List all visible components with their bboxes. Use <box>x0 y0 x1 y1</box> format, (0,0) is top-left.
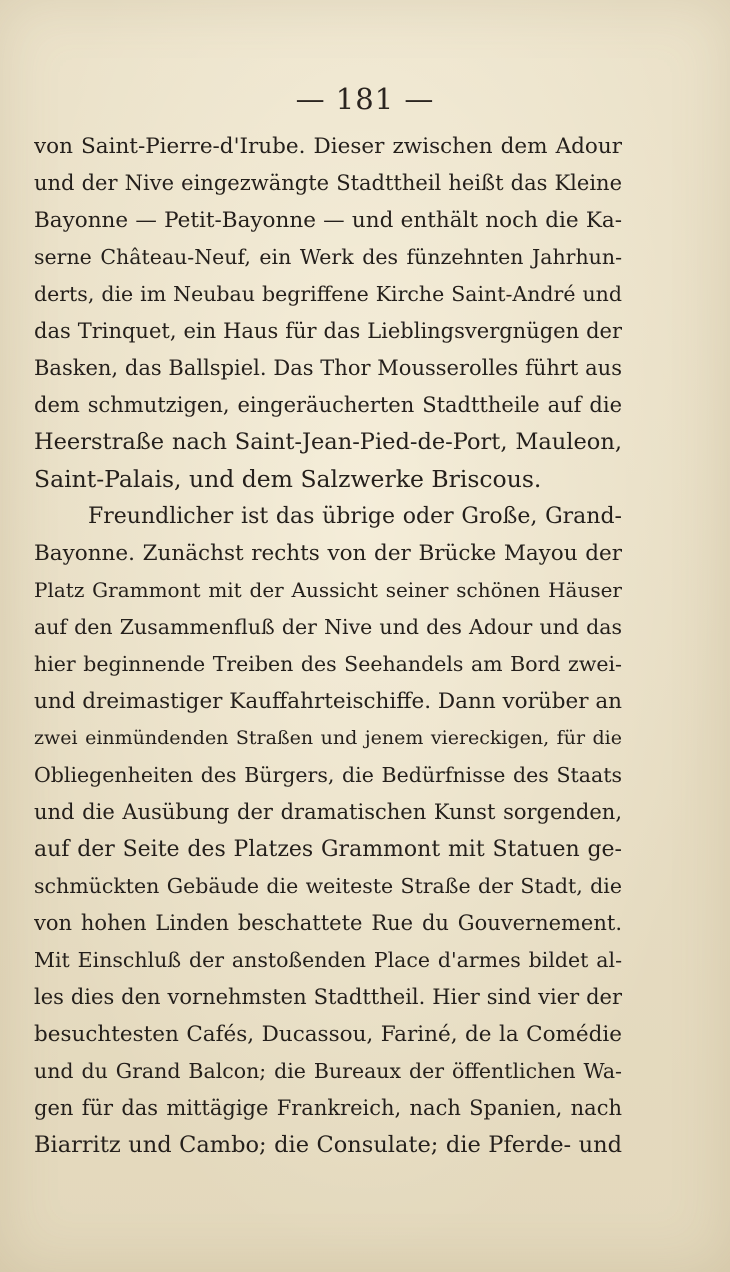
text-line: serne Château-Neuf, ein Werk des fünzehnten Jahrhun- <box>34 245 622 269</box>
page-number: — 181 — <box>295 82 435 116</box>
text-line: das Trinquet, ein Haus für das Lieblingsvergnügen der <box>34 319 622 343</box>
text-line: Bayonne — Petit-Bayonne — und enthält noch die Ka- <box>34 208 622 233</box>
text-line: Basken, das Ballspiel. Das Thor Mousserolles führt aus <box>34 356 622 380</box>
text-line: dem schmutzigen, eingeräucherten Stadttheile auf die <box>34 393 622 417</box>
text-line: Heerstraße nach Saint-Jean-Pied-de-Port, Mauleon, <box>34 429 622 455</box>
text-line: Bayonne. Zunächst rechts von der Brücke Mayou der <box>34 541 622 566</box>
text-line: les dies den vornehmsten Stadttheil. Hier sind vier der <box>34 985 622 1009</box>
text-line: und die Ausübung der dramatischen Kunst sorgenden, <box>34 800 622 824</box>
paragraph-start-line: Freundlicher ist das übrige oder Große, Grand- <box>88 504 622 529</box>
text-line: und dreimastiger Kauffahrteischiffe. Dann vorüber an <box>34 689 622 714</box>
text-line: besuchtesten Cafés, Ducassou, Fariné, de la Comédie <box>34 1022 622 1047</box>
paragraph-end-line: Saint-Palais, und dem Salzwerke Briscous. <box>34 465 542 493</box>
text-line: schmückten Gebäude die weiteste Straße der Stadt, die <box>34 874 622 898</box>
text-line: von hohen Linden beschattete Rue du Gouvernement. <box>34 911 622 935</box>
text-line: Platz Grammont mit der Aussicht seiner schönen Häuser <box>34 578 622 602</box>
text-line: Mit Einschluß der anstoßenden Place d'armes bildet al- <box>34 948 622 972</box>
text-line: von Saint-Pierre-d'Irube. Dieser zwischen dem Adour <box>34 134 622 159</box>
text-line: hier beginnende Treiben des Seehandels am Bord zwei- <box>34 652 622 676</box>
text-line: zwei einmündenden Straßen und jenem viereckigen, für die <box>34 727 622 749</box>
text-line: auf der Seite des Platzes Grammont mit Statuen ge- <box>34 837 622 862</box>
text-line: Biarritz und Cambo; die Consulate; die Pferde- und <box>34 1132 622 1158</box>
text-line: auf den Zusammenfluß der Nive und des Adour und das <box>34 615 622 639</box>
text-line: und du Grand Balcon; die Bureaux der öffentlichen Wa- <box>34 1059 622 1083</box>
body-text <box>34 128 622 1164</box>
text-line: Obliegenheiten des Bürgers, die Bedürfnisse des Staats <box>34 763 622 787</box>
text-line: und der Nive eingezwängte Stadttheil heißt das Kleine <box>34 171 622 195</box>
text-line: gen für das mittägige Frankreich, nach Spanien, nach <box>34 1096 622 1120</box>
text-line: derts, die im Neubau begriffene Kirche Saint-André und <box>34 282 622 306</box>
